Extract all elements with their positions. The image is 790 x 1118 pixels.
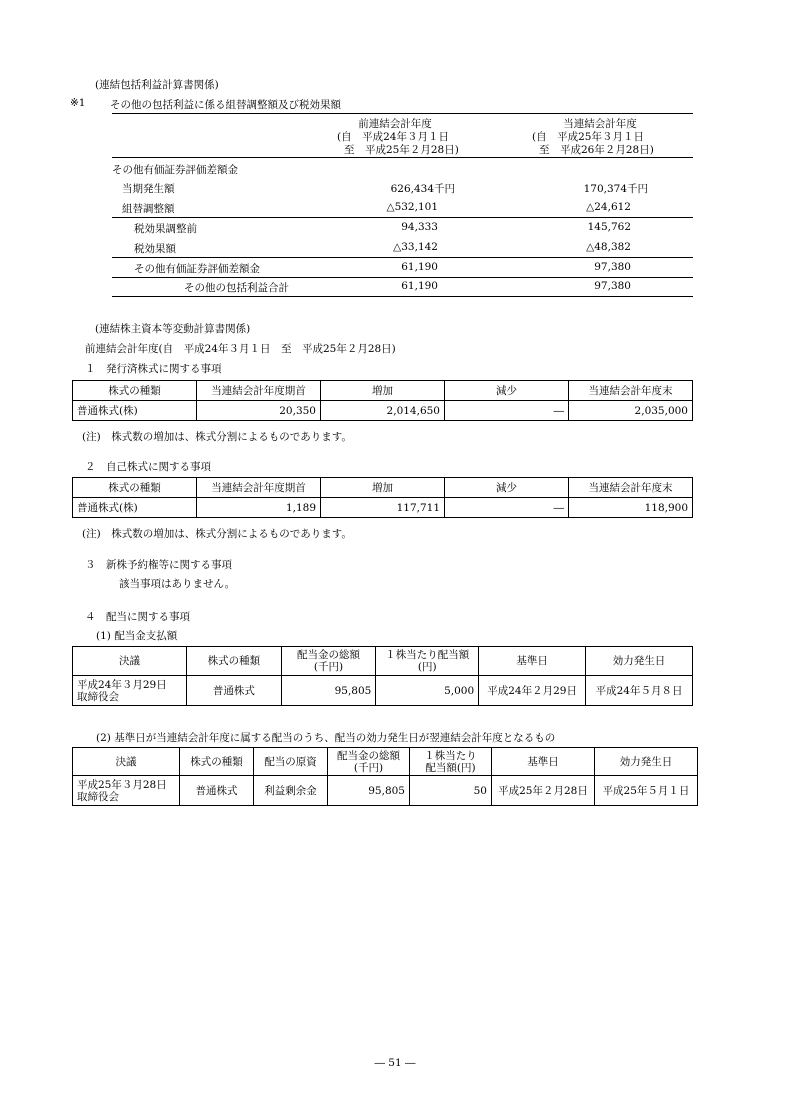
- table-cell: 普通株式: [187, 676, 282, 706]
- table-top-rule: [112, 113, 693, 114]
- item4-sub2-title: (2) 基準日が当連結会計年度に属する配当のうち、配当の効力発生日が翌連結会計年度となるもの: [96, 732, 556, 744]
- header-line: 配当金の総額: [297, 649, 361, 661]
- row-prev-value: △33,142: [393, 241, 438, 253]
- table-cell: 平成25年２月28日: [492, 776, 595, 806]
- item4-sub1-title: (1) 配当金支払額: [96, 630, 178, 642]
- table-cell: 2,014,650: [321, 401, 445, 421]
- table-cell: 95,805: [328, 776, 410, 806]
- table-cell: ―: [445, 498, 569, 518]
- row-curr-value: △48,382: [586, 241, 631, 253]
- item1-title: １ 発行済株式に関する事項: [85, 363, 222, 375]
- row-rule: [112, 257, 693, 258]
- row-prev-value: 626,434千円: [390, 183, 455, 195]
- col-prev-title: 前連結会計年度: [358, 118, 432, 130]
- table-header: 株式の種類: [187, 647, 282, 676]
- table-cell: 平成24年２月29日: [479, 676, 586, 706]
- table-bottom-rule: [112, 296, 693, 297]
- table-header: 当連結会計年度末: [569, 381, 693, 401]
- table-cell: 普通株式: [180, 776, 254, 806]
- table-cell: 平成25年５月１日: [595, 776, 698, 806]
- table-cell: 117,711: [321, 498, 445, 518]
- table-cell: 普通株式(株): [73, 401, 197, 421]
- table-cell: 20,350: [197, 401, 321, 421]
- resolution-date: 平成25年３月28日: [77, 778, 167, 791]
- section-heading-equity: (連結株主資本等変動計算書関係): [95, 323, 251, 335]
- header-line: １株当たり配当額: [385, 649, 470, 661]
- row-label: 税効果調整前: [134, 223, 197, 235]
- header-line: １株当たり: [424, 749, 477, 762]
- treasury-shares-table: [72, 477, 693, 518]
- table-cell: 2,035,000: [569, 401, 693, 421]
- row-rule: [112, 277, 693, 278]
- row-curr-value: 97,380: [594, 280, 631, 292]
- table-cell: 5,000: [376, 676, 479, 706]
- header-rule: [112, 157, 693, 158]
- row-label: その他有価証券評価差額金: [112, 164, 238, 176]
- resolution-body: 取締役会: [77, 690, 119, 703]
- note-mark: ※1: [70, 97, 86, 109]
- issued-shares-table: [72, 380, 693, 421]
- table-cell: 50: [410, 776, 492, 806]
- row-rule: [112, 217, 693, 218]
- row-curr-value: △24,612: [586, 201, 631, 213]
- table-header: 減少: [445, 381, 569, 401]
- row-label: 税効果額: [134, 243, 176, 255]
- row-curr-value: 170,374千円: [583, 183, 648, 195]
- row-prev-value: 61,190: [401, 280, 438, 292]
- table-header: 増加: [321, 478, 445, 498]
- table-header: 株式の種類: [180, 748, 254, 776]
- row-prev-value: 61,190: [401, 261, 438, 273]
- table-cell: [73, 676, 187, 706]
- col-prev-from: (自 平成24年３月１日: [337, 131, 449, 143]
- item3-title: ３ 新株予約権等に関する事項: [85, 559, 232, 571]
- row-curr-value: 97,380: [594, 261, 631, 273]
- table-cell: 118,900: [569, 498, 693, 518]
- row-prev-value: 94,333: [401, 221, 438, 233]
- item3-text: 該当事項はありません。: [119, 578, 236, 590]
- table-header: 株式の種類: [73, 478, 197, 498]
- table-cell: ―: [445, 401, 569, 421]
- col-prev-to: 至 平成25年２月28日): [344, 144, 459, 156]
- col-curr-to: 至 平成26年２月28日): [539, 144, 654, 156]
- row-label: 組替調整額: [122, 203, 175, 215]
- header-line: 配当金の総額: [337, 749, 400, 762]
- table-cell: 普通株式(株): [73, 498, 197, 518]
- table-header: 配当の原資: [254, 748, 328, 776]
- table-header: 決議: [73, 647, 187, 676]
- table-header: [410, 748, 492, 776]
- table-header: 決議: [73, 748, 180, 776]
- equity-period: 前連結会計年度(自 平成24年３月１日 至 平成25年２月28日): [85, 343, 396, 355]
- row-label-total: その他の包括利益合計: [184, 282, 289, 294]
- dividends-paid-table: [72, 646, 693, 706]
- col-curr-from: (自 平成25年３月１日: [532, 131, 644, 143]
- table-cell: 1,189: [197, 498, 321, 518]
- header-line: (千円): [313, 661, 344, 673]
- table-header: 当連結会計年度期首: [197, 478, 321, 498]
- row-label: その他有価証券評価差額金: [134, 263, 260, 275]
- resolution-body: 取締役会: [77, 790, 119, 803]
- page-number: ― 51 ―: [374, 1057, 416, 1069]
- table-cell: [73, 776, 180, 806]
- item1-note: (注) 株式数の増加は、株式分割によるものであります。: [82, 431, 352, 443]
- item2-title: ２ 自己株式に関する事項: [85, 461, 211, 473]
- table-header: 減少: [445, 478, 569, 498]
- item2-note: (注) 株式数の増加は、株式分割によるものであります。: [82, 528, 352, 540]
- table-header: [328, 748, 410, 776]
- table-header: [281, 647, 376, 676]
- table-cell: 95,805: [281, 676, 376, 706]
- resolution-date: 平成24年３月29日: [77, 678, 167, 691]
- table-cell: 平成24年５月８日: [586, 676, 693, 706]
- table-cell: 利益剰余金: [254, 776, 328, 806]
- section-heading-comprehensive: (連結包括利益計算書関係): [95, 79, 219, 91]
- col-curr-title: 当連結会計年度: [563, 118, 637, 130]
- table-header: 効力発生日: [595, 748, 698, 776]
- header-line: 配当額(円): [425, 761, 476, 774]
- note-title: その他の包括利益に係る組替調整額及び税効果額: [110, 99, 341, 111]
- table-header: 効力発生日: [586, 647, 693, 676]
- row-label: 当期発生額: [122, 183, 175, 195]
- table-header: 株式の種類: [73, 381, 197, 401]
- row-curr-value: 145,762: [587, 221, 631, 233]
- header-line: (千円): [353, 761, 384, 774]
- dividends-next-year-table: [72, 747, 698, 806]
- table-header: [376, 647, 479, 676]
- header-line: (円): [417, 661, 437, 673]
- table-header: 当連結会計年度期首: [197, 381, 321, 401]
- table-header: 当連結会計年度末: [569, 478, 693, 498]
- table-header: 基準日: [479, 647, 586, 676]
- item4-title: ４ 配当に関する事項: [85, 611, 190, 623]
- table-header: 基準日: [492, 748, 595, 776]
- table-header: 増加: [321, 381, 445, 401]
- row-prev-value: △532,101: [386, 201, 438, 213]
